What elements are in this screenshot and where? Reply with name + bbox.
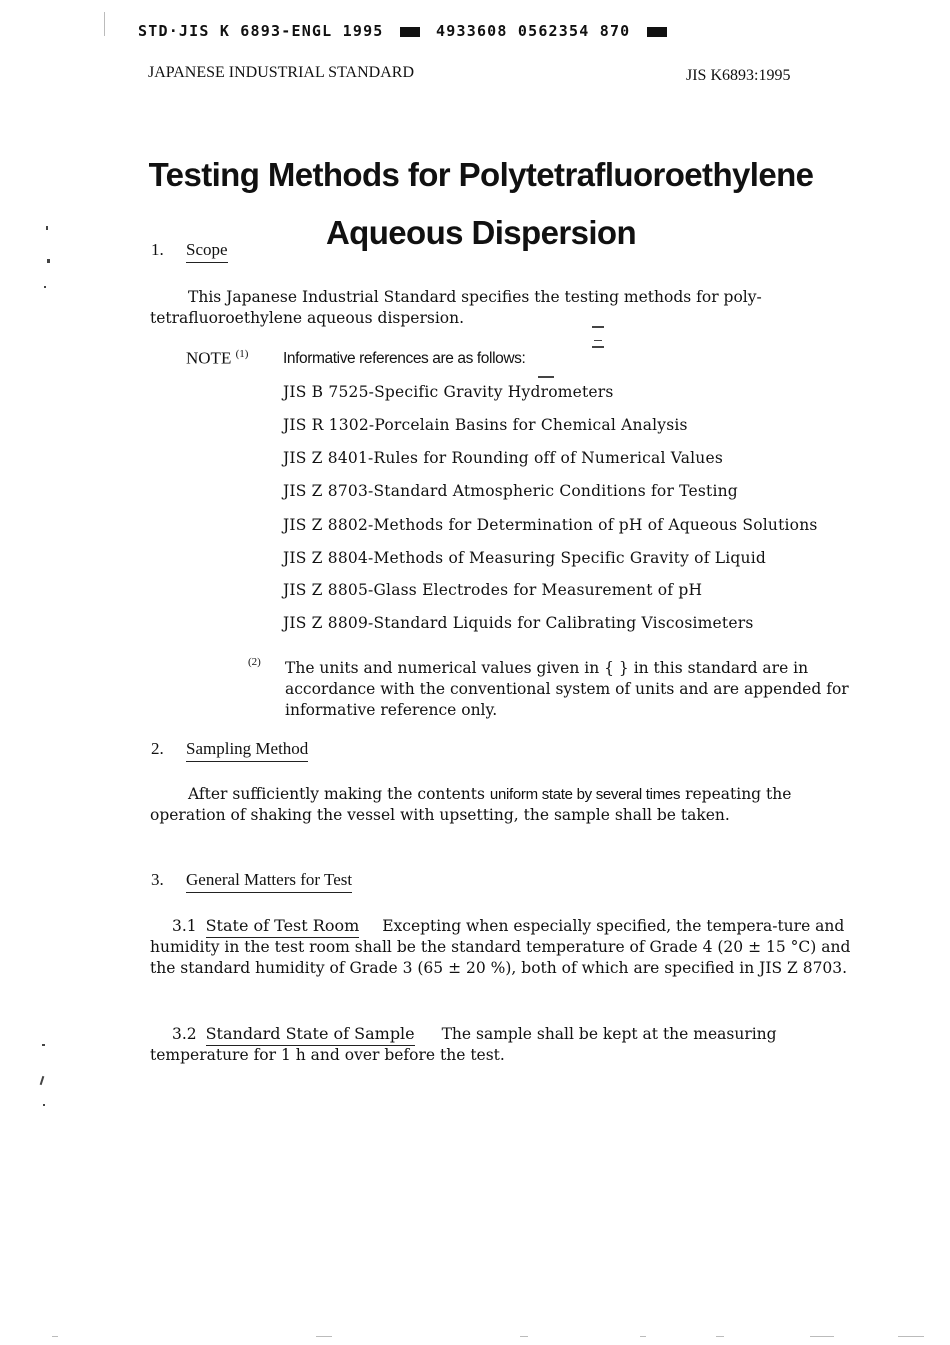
reference-item: JIS Z 8802-Methods for Determination of pH of Aqueous Solutions [283,516,818,534]
redaction-block-icon [400,27,420,37]
scan-artifact [316,1336,332,1337]
section-1-heading: Scope [186,240,228,263]
note-2-text: The units and numerical values given in { } in this standard are in accordance with the conventional system of units and are appended for informative reference only. [285,659,849,719]
subsection-3-1-heading: State of Test Room [206,916,360,938]
subsection-3-1-number: 3.1 [172,917,197,935]
reference-item: JIS Z 8809-Standard Liquids for Calibrating Viscosimeters [283,614,754,632]
section-2-number: 2. [151,739,164,758]
section-1-number: 1. [151,240,164,259]
scan-artifact [592,326,604,328]
subsection-3-2 [150,1023,866,1066]
note-2-marker: (2) [248,656,261,668]
subsection-3-2-heading: Standard State of Sample [206,1024,415,1046]
scan-artifact [898,1336,924,1337]
scan-artifact [46,226,48,230]
scan-artifact [40,1076,45,1085]
scope-paragraph: This Japanese Industrial Standard specifies the testing methods for poly-tetrafluoroethylene aqueous dispersion. [150,288,762,327]
section-2-heading: Sampling Method [186,739,308,762]
section-3-number: 3. [151,870,164,889]
reference-item: JIS B 7525-Specific Gravity Hydrometers [283,383,614,401]
standard-code: JIS K6893:1995 [686,67,791,84]
note-1-text: Informative references are as follows: [283,350,526,367]
page-title-line2: Aqueous Dispersion [325,214,637,251]
scan-artifact [716,1336,724,1337]
reference-item: JIS Z 8401-Rules for Rounding off of Numerical Values [283,449,724,467]
page-title-line1: Testing Methods for Polytetrafluoroethylene [148,156,814,193]
scan-artifact [592,346,604,348]
sampling-paragraph: After sufficiently making the contents uniform state by several times repeating the operation of shaking the vessel with upsetting, the sample shall be taken. [150,785,792,824]
scan-artifact [47,259,50,263]
reference-item: JIS Z 8804-Methods of Measuring Specific Gravity of Liquid [283,549,767,567]
reference-item: JIS R 1302-Porcelain Basins for Chemical Analysis [283,416,688,434]
scan-artifact [43,1104,45,1106]
stamp-mid-text: 4933608 0562354 870 [436,22,631,40]
scan-artifact [42,1044,45,1046]
subsection-3-2-number: 3.2 [172,1025,197,1043]
scan-artifact [594,340,602,341]
scan-artifact [810,1336,834,1337]
scan-artifact [104,12,105,36]
scan-artifact [520,1336,528,1337]
redaction-block-icon [647,27,667,37]
subsection-3-1-body: Excepting when especially specified, the tempera-ture and humidity in the test room shall be the standard temperature of Grade 4 (20 ± 15 °C) and the standard humidity of Grade 3 (65 ± 20 %), both of which are specified in JIS Z 8703. [150,917,851,977]
scan-artifact [52,1336,58,1337]
subsection-3-2-body: The sample shall be kept at the measuring temperature for 1 h and over before the test. [150,1025,777,1064]
reference-item: JIS Z 8703-Standard Atmospheric Conditions for Testing [283,482,738,500]
note-1-marker: (1) [235,348,249,360]
subsection-3-1 [150,915,866,979]
stamp-left-text: STD·JIS K 6893-ENGL 1995 [138,22,384,40]
scan-artifact [44,286,46,288]
standard-org: JAPANESE INDUSTRIAL STANDARD [148,64,414,81]
section-3-heading: General Matters for Test [186,870,352,893]
document-stamp [138,22,673,40]
reference-item: JIS Z 8805-Glass Electrodes for Measurement of pH [283,581,703,599]
note-label: NOTE $^{(1)}$ [186,348,249,368]
scan-artifact [538,376,554,378]
scan-artifact [640,1336,646,1337]
